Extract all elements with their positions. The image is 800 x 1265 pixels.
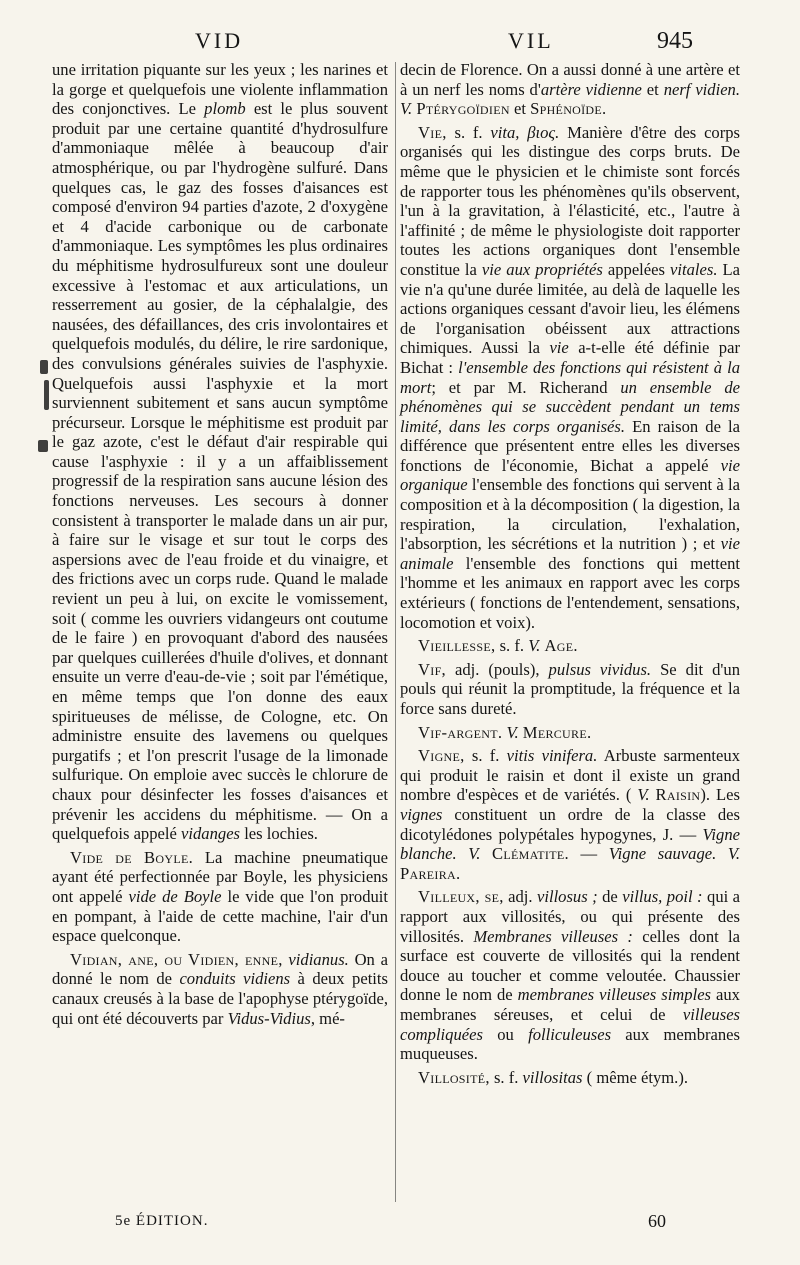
text-run: et	[646, 79, 659, 99]
text-run: ou	[497, 1024, 514, 1044]
text-italic: vie organique	[400, 455, 740, 495]
text-run: En raison de la différence que présentent entre elles les diverses fonctions de l'économie, Bichat a appelé	[400, 416, 740, 475]
text-run: a-t-elle été définie par Bichat :	[400, 338, 740, 377]
text-italic: V.	[637, 785, 650, 805]
running-head-center: VIL	[508, 28, 554, 53]
edition-signature: 5e ÉDITION.	[115, 1213, 209, 1229]
text-run: qui a rapport aux villosités, ou qui présente des villosités.	[400, 887, 741, 946]
text-italic: vide de Boyle	[128, 886, 222, 906]
text-run: ( même étym.).	[586, 1067, 689, 1087]
running-head	[60, 28, 760, 56]
text-run: decin de Florence. On a aussi donné à une artère et à un nerf les noms d'	[400, 60, 740, 99]
text-run: La vie n'a qu'une durée limitée, au delà de laquelle les actions organiques cessant d'avoir lieu, les élémens de l'organisation obéissent aux attractions chimiques. Aussi la	[400, 259, 740, 358]
text-run: —	[580, 844, 598, 864]
text-run: s. f.	[499, 636, 525, 656]
text-run: appelées	[607, 259, 665, 279]
text-italic: Membranes villeuses :	[473, 926, 633, 946]
entry-vide-de-boyle	[52, 848, 388, 946]
text-run: adj.	[508, 887, 533, 907]
cross-reference: Raisin	[655, 785, 701, 805]
entry-vif	[400, 660, 740, 719]
text-italic: artère vidienne	[540, 79, 642, 99]
entry-headword: Vif-argent.	[418, 722, 503, 742]
entry-headword: Vieillesse,	[418, 636, 496, 656]
entry-headword: Vie,	[418, 122, 447, 142]
text-run: à deux petits canaux creusés à la base de l'apophyse ptérygoïde, qui ont été découverts par	[52, 969, 388, 1028]
text-run: La machine pneumatique ayant été perfectionnée par Boyle, les physiciens ont appelé	[52, 847, 388, 906]
text-italic: villosus ;	[536, 887, 598, 907]
cross-reference: Pareira.	[400, 863, 461, 883]
text-italic: Vidus-Vidius	[227, 1008, 311, 1028]
signature-number: 60	[648, 1211, 666, 1231]
text-italic: Vigne blanche.	[400, 824, 740, 864]
text-run: et	[513, 99, 526, 119]
text-run: Se dit d'un pouls qui réunit la promptitude, la fréquence et la force sans dureté.	[400, 659, 741, 718]
entry-headword: Vidian, ane, ou Vidien, enne,	[70, 949, 283, 969]
entry-headword: Vif,	[418, 659, 447, 679]
text-italic: vidanges	[181, 824, 241, 844]
text-italic: nerf vidien.	[663, 79, 741, 99]
text-greek: βιος.	[527, 122, 560, 142]
text-italic: Vigne sauvage.	[608, 844, 717, 864]
text-run: , mé-	[310, 1008, 345, 1028]
entry-vif-argent	[400, 723, 740, 743]
text-run: s. f.	[471, 746, 500, 766]
entry-vie	[400, 123, 740, 632]
entry-villeux	[400, 887, 740, 1063]
text-italic: V.	[528, 636, 541, 656]
text-italic: vidianus.	[288, 949, 349, 969]
text-italic: conduits vidiens	[179, 969, 291, 989]
text-run: constituent un ordre de la classe des dicotylédones polypétales hypogynes, J. —	[400, 804, 740, 844]
text-run: celles dont la surface est couverte de villosités qui la rendent douce au toucher et comme veloutée. Chaussier donne le nom de	[400, 926, 740, 1005]
text-run: Arbuste sarmenteux qui produit le raisin et dont il existe un grand nombre d'espèces et de variétés. (	[400, 746, 741, 805]
cross-reference: Clématite.	[492, 844, 569, 864]
right-column	[400, 60, 740, 1087]
text-italic: vitis vinifera.	[506, 746, 598, 766]
text-run: est le plus souvent produit par une certaine quantité d'hydrosulfure d'ammoniaque mêlée à beaucoup d'air atmosphérique, ou par l'hydrogène sulfuré. Dans quelques cas, le gaz des fosses d'aisances est composé d'environ 94 parties d'azote, 2 d'oxygène et 4 d'acide carbonique ou de carbonate d'ammoniaque. Les symptômes les plus ordinaires du méphitisme hydrosulfureux sont une douleur excessive à l'estomac et aux articulations, un resserrement au gosier, de la céphalalgie, des nausées, des défaillances, des cris involontaires et quelquefois modulés, du délire, le rire sardonique, des convulsions générales suivies de l'asphyxie. Quelquefois aussi l'asphyxie et la mort surviennent subitement et sans aucun symptôme précurseur. Lorsque le méphitisme est produit par le gaz azote, c'est le défaut d'air respirable qui cause l'asphyxie : il y a un affaiblissement progressif de la respiration sans aucune lésion des fonctions nerveuses. Les secours à donner consistent à transporter le malade dans un air pur, à faire sur le visage et sur tout le corps des aspersions avec de l'eau froide et du vinaigre, et des frictions avec un corps rude. Quand le malade revient un peu à lui, on excite le vomissement, soit ( comme les ouvriers vidangeurs ont coutume de le faire ) en provoquant d'abord des nausées par quelques cuillerées d'huile d'olives, et donnant ensuite un verre d'eau-de-vie ; soit par l'émétique, en même temps que l'on donne des eaux spiritueuses de mélisse, de Cologne, etc. On administre ensuite des lavemens ou quelques purgatifs ; et l'on prescrit l'usage de la limonade sulfurique. On emploie avec succès le chlorure de chaux pour désinfecter les fosses d'aisances et prévenir les accidens du méphitisme. — On a quelquefois appelé	[52, 99, 389, 844]
ink-blot-mark	[40, 360, 48, 374]
text-italic: vita,	[490, 122, 520, 142]
text-italic: plomb	[204, 99, 246, 119]
left-column	[52, 60, 388, 1028]
text-italic: V.	[727, 844, 741, 864]
text-italic: vie aux propriétés	[481, 259, 603, 279]
text-run: une irritation piquante sur les yeux ; les narines et la gorge et quelquefois une violente inflammation des conjonctives. Le	[52, 60, 388, 119]
text-run: le vide que l'on produit en pompant, à l'aide de cette machine, l'air d'un espace quelconque.	[52, 886, 389, 946]
entry-headword: Villosité,	[418, 1067, 490, 1087]
cross-reference: Ptérygoïdien	[416, 99, 510, 119]
running-head-left: VID	[195, 28, 244, 53]
text-italic: un ensemble de phénomènes qui se succèdent pendant un tems limité, dans les corps organisés.	[400, 377, 741, 436]
cross-reference: Age.	[544, 636, 578, 656]
text-run: de	[602, 887, 618, 907]
entry-vidian	[52, 950, 388, 1028]
cross-reference: Mercure.	[522, 722, 592, 742]
text-run: les lochies.	[244, 824, 318, 844]
text-italic: folliculeuses	[528, 1024, 612, 1044]
entry-vieillesse	[400, 636, 740, 656]
text-run: aux membranes séreuses, et celui de	[400, 985, 740, 1024]
text-italic: vie animale	[400, 534, 740, 573]
text-run: s. f.	[454, 122, 483, 142]
text-italic: vie	[549, 338, 569, 358]
text-italic: l'ensemble des fonctions qui résistent à la mort	[400, 357, 740, 397]
text-italic: villus, poil :	[622, 887, 703, 907]
text-run: ). Les	[700, 785, 740, 805]
text-italic: villositas	[522, 1067, 583, 1087]
cross-reference: Sphénoïde.	[530, 99, 607, 119]
text-italic: V.	[468, 844, 481, 864]
text-italic: membranes villeuses simples	[517, 985, 712, 1005]
page-footer	[60, 1213, 760, 1237]
ink-blot-mark	[38, 440, 48, 452]
ink-blot-mark	[44, 380, 49, 410]
text-italic: vignes	[400, 804, 443, 824]
entry-headword: Vide de Boyle.	[70, 847, 194, 867]
page-number: 945	[657, 28, 693, 54]
text-run: Manière d'être des corps organisés qui les distingue des corps bruts. De même que le physicien et le chimiste sont forcés de rapporter tous les phénomènes qu'ils observent, l'un à la gravitation, à l'élasticité, etc., l'autre à l'affinité ; de même le physiologiste doit rapporter toutes les actions organiques dont l'ensemble constitue la	[400, 122, 741, 279]
entry-headword: Villeux, se,	[418, 887, 504, 907]
vidian-continuation	[400, 60, 740, 119]
text-run: l'ensemble des fonctions qui mettent l'homme et les animaux en rapport avec les corps extérieurs ( fonctions de l'entendement, sensations, locomotion et voix).	[400, 553, 740, 632]
column-divider	[395, 62, 396, 1202]
text-italic: pulsus vividus.	[548, 659, 652, 679]
text-run: ; et par M. Richerand	[431, 377, 608, 397]
entry-vigne	[400, 746, 740, 883]
text-run: l'ensemble des fonctions qui servent à la composition et à la décomposition ( la digestion, la respiration, la circulation, l'exhalation, l'absorption, les sécrétions et la nutrition ) ; et	[400, 475, 740, 554]
text-run: s. f.	[493, 1067, 519, 1087]
text-italic: villeuses compliquées	[400, 1004, 741, 1044]
methitisme-continuation	[52, 60, 388, 844]
entry-headword: Vigne,	[418, 746, 465, 766]
text-italic: vitales.	[670, 259, 718, 279]
text-run: aux membranes muqueuses.	[400, 1024, 740, 1064]
text-italic: V.	[506, 722, 519, 742]
text-run: On a donné le nom de	[52, 949, 388, 989]
entry-villosite	[400, 1068, 740, 1088]
text-italic: V.	[400, 99, 413, 119]
text-run: adj. (pouls),	[455, 659, 540, 679]
